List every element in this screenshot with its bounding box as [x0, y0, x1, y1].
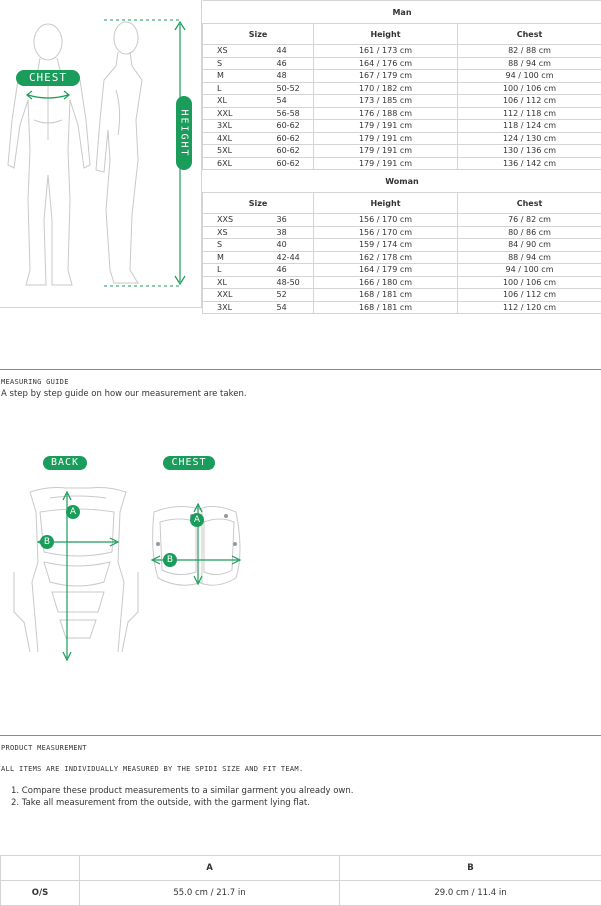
- table-row: [203, 276, 601, 289]
- table-row: [203, 239, 601, 252]
- size-label-cell: XXL: [203, 289, 247, 302]
- size-label-cell: XXS: [203, 214, 247, 227]
- pm-value-a: 55.0 cm / 21.7 in: [80, 881, 340, 906]
- height-header: Height: [314, 24, 458, 45]
- product-measurement-note: ALL ITEMS ARE INDIVIDUALLY MEASURED BY THE SPIDI SIZE AND FIT TEAM.: [1, 765, 303, 773]
- step-item: 1. Compare these product measurements to a similar garment you already own.: [11, 785, 353, 797]
- size-number-cell: 60-62: [247, 120, 314, 133]
- marker-a-chest: A: [190, 513, 204, 527]
- guide-subtitle: A step by step guide on how our measurement are taken.: [1, 389, 247, 399]
- chest-cell: 100 / 106 cm: [458, 276, 601, 289]
- chest-cell: 112 / 120 cm: [458, 301, 601, 314]
- size-label-cell: XS: [203, 45, 247, 58]
- height-cell: 164 / 176 cm: [314, 57, 458, 70]
- size-label-cell: 6XL: [203, 157, 247, 170]
- chest-measure-illustration: [140, 452, 260, 602]
- size-number-cell: 48-50: [247, 276, 314, 289]
- height-cell: 156 / 170 cm: [314, 226, 458, 239]
- man-section-row: [203, 1, 601, 24]
- size-number-cell: 48: [247, 70, 314, 83]
- height-cell: 168 / 181 cm: [314, 301, 458, 314]
- guide-title: MEASURING GUIDE: [1, 378, 69, 386]
- product-measurement-title: PRODUCT MEASUREMENT: [1, 744, 87, 752]
- table-row: [203, 120, 601, 133]
- marker-a: A: [66, 505, 80, 519]
- table-row: [203, 264, 601, 277]
- table-row: [203, 226, 601, 239]
- size-label-cell: S: [203, 57, 247, 70]
- chest-cell: 84 / 90 cm: [458, 239, 601, 252]
- table-row: [203, 132, 601, 145]
- chest-label-2: CHEST: [163, 456, 215, 470]
- table-row: [203, 57, 601, 70]
- chest-cell: 94 / 100 cm: [458, 264, 601, 277]
- size-label-cell: L: [203, 264, 247, 277]
- size-number-cell: 46: [247, 264, 314, 277]
- back-label: BACK: [43, 456, 87, 470]
- height-cell: 173 / 185 cm: [314, 95, 458, 108]
- size-label-cell: XL: [203, 276, 247, 289]
- chest-cell: 106 / 112 cm: [458, 95, 601, 108]
- height-cell: 161 / 173 cm: [314, 45, 458, 58]
- height-header: Height: [314, 193, 458, 214]
- table-row: [203, 82, 601, 95]
- size-label-cell: XL: [203, 95, 247, 108]
- size-table: [202, 0, 601, 314]
- size-number-cell: 44: [247, 45, 314, 58]
- chest-cell: 80 / 86 cm: [458, 226, 601, 239]
- pm-header-a: A: [80, 856, 340, 881]
- chest-cell: 76 / 82 cm: [458, 214, 601, 227]
- height-cell: 164 / 179 cm: [314, 264, 458, 277]
- size-label-cell: XXL: [203, 107, 247, 120]
- size-label-cell: 3XL: [203, 301, 247, 314]
- table-row: [203, 214, 601, 227]
- chest-cell: 112 / 118 cm: [458, 107, 601, 120]
- height-cell: 170 / 182 cm: [314, 82, 458, 95]
- step-item: 2. Take all measurement from the outside, with the garment lying flat.: [11, 797, 353, 809]
- marker-b: B: [40, 535, 54, 549]
- size-header: Size: [203, 193, 314, 214]
- size-label-cell: M: [203, 70, 247, 83]
- pm-size-cell: O/S: [1, 881, 80, 906]
- table-row: [203, 301, 601, 314]
- man-header-row: [203, 24, 601, 45]
- table-row: [203, 45, 601, 58]
- chest-cell: 94 / 100 cm: [458, 70, 601, 83]
- size-label-cell: 5XL: [203, 145, 247, 158]
- size-number-cell: 56-58: [247, 107, 314, 120]
- woman-header-row: [203, 193, 601, 214]
- chest-header: Chest: [458, 24, 601, 45]
- man-title: Man: [203, 1, 601, 24]
- chest-cell: 88 / 94 cm: [458, 57, 601, 70]
- chest-cell: 136 / 142 cm: [458, 157, 601, 170]
- height-label-text: HEIGHT: [179, 109, 190, 157]
- size-label-cell: 4XL: [203, 132, 247, 145]
- chest-cell: 106 / 112 cm: [458, 289, 601, 302]
- table-row: [203, 157, 601, 170]
- chest-cell: 124 / 130 cm: [458, 132, 601, 145]
- height-cell: 179 / 191 cm: [314, 145, 458, 158]
- divider: [0, 369, 601, 370]
- height-cell: 176 / 188 cm: [314, 107, 458, 120]
- size-number-cell: 36: [247, 214, 314, 227]
- height-cell: 162 / 178 cm: [314, 251, 458, 264]
- size-label-cell: L: [203, 82, 247, 95]
- table-row: [203, 251, 601, 264]
- chest-cell: 100 / 106 cm: [458, 82, 601, 95]
- chest-cell: 88 / 94 cm: [458, 251, 601, 264]
- woman-section-row: [203, 170, 601, 193]
- height-cell: 179 / 191 cm: [314, 132, 458, 145]
- height-label: [176, 96, 192, 170]
- height-cell: 166 / 180 cm: [314, 276, 458, 289]
- pm-header-empty: [1, 856, 80, 881]
- chest-cell: 118 / 124 cm: [458, 120, 601, 133]
- height-cell: 167 / 179 cm: [314, 70, 458, 83]
- table-row: [203, 107, 601, 120]
- height-cell: 179 / 191 cm: [314, 157, 458, 170]
- divider: [0, 735, 601, 736]
- size-label-cell: XS: [203, 226, 247, 239]
- size-number-cell: 38: [247, 226, 314, 239]
- table-row: [203, 145, 601, 158]
- size-number-cell: 60-62: [247, 132, 314, 145]
- product-measurement-table: [0, 855, 601, 906]
- height-cell: 159 / 174 cm: [314, 239, 458, 252]
- chest-cell: 82 / 88 cm: [458, 45, 601, 58]
- table-row: [203, 289, 601, 302]
- chest-header: Chest: [458, 193, 601, 214]
- pm-value-b: 29.0 cm / 11.4 in: [340, 881, 601, 906]
- size-number-cell: 54: [247, 95, 314, 108]
- height-cell: 168 / 181 cm: [314, 289, 458, 302]
- marker-b-chest: B: [163, 553, 177, 567]
- height-cell: 179 / 191 cm: [314, 120, 458, 133]
- size-label-cell: 3XL: [203, 120, 247, 133]
- chest-cell: 130 / 136 cm: [458, 145, 601, 158]
- table-row: [203, 70, 601, 83]
- size-number-cell: 54: [247, 301, 314, 314]
- pm-header-b: B: [340, 856, 601, 881]
- woman-title: Woman: [203, 170, 601, 193]
- body-measurement-illustration: [0, 0, 202, 308]
- chest-protector-icon: [140, 452, 260, 602]
- size-header: Size: [203, 24, 314, 45]
- size-chart: [0, 0, 601, 310]
- size-number-cell: 60-62: [247, 157, 314, 170]
- size-number-cell: 46: [247, 57, 314, 70]
- table-row: [203, 95, 601, 108]
- size-number-cell: 40: [247, 239, 314, 252]
- size-label-cell: S: [203, 239, 247, 252]
- size-number-cell: 52: [247, 289, 314, 302]
- body-figures-icon: [0, 0, 202, 308]
- size-number-cell: 50-52: [247, 82, 314, 95]
- size-number-cell: 60-62: [247, 145, 314, 158]
- size-number-cell: 42-44: [247, 251, 314, 264]
- height-cell: 156 / 170 cm: [314, 214, 458, 227]
- size-label-cell: M: [203, 251, 247, 264]
- product-measurement-steps: [11, 785, 353, 809]
- chest-label: CHEST: [16, 70, 80, 86]
